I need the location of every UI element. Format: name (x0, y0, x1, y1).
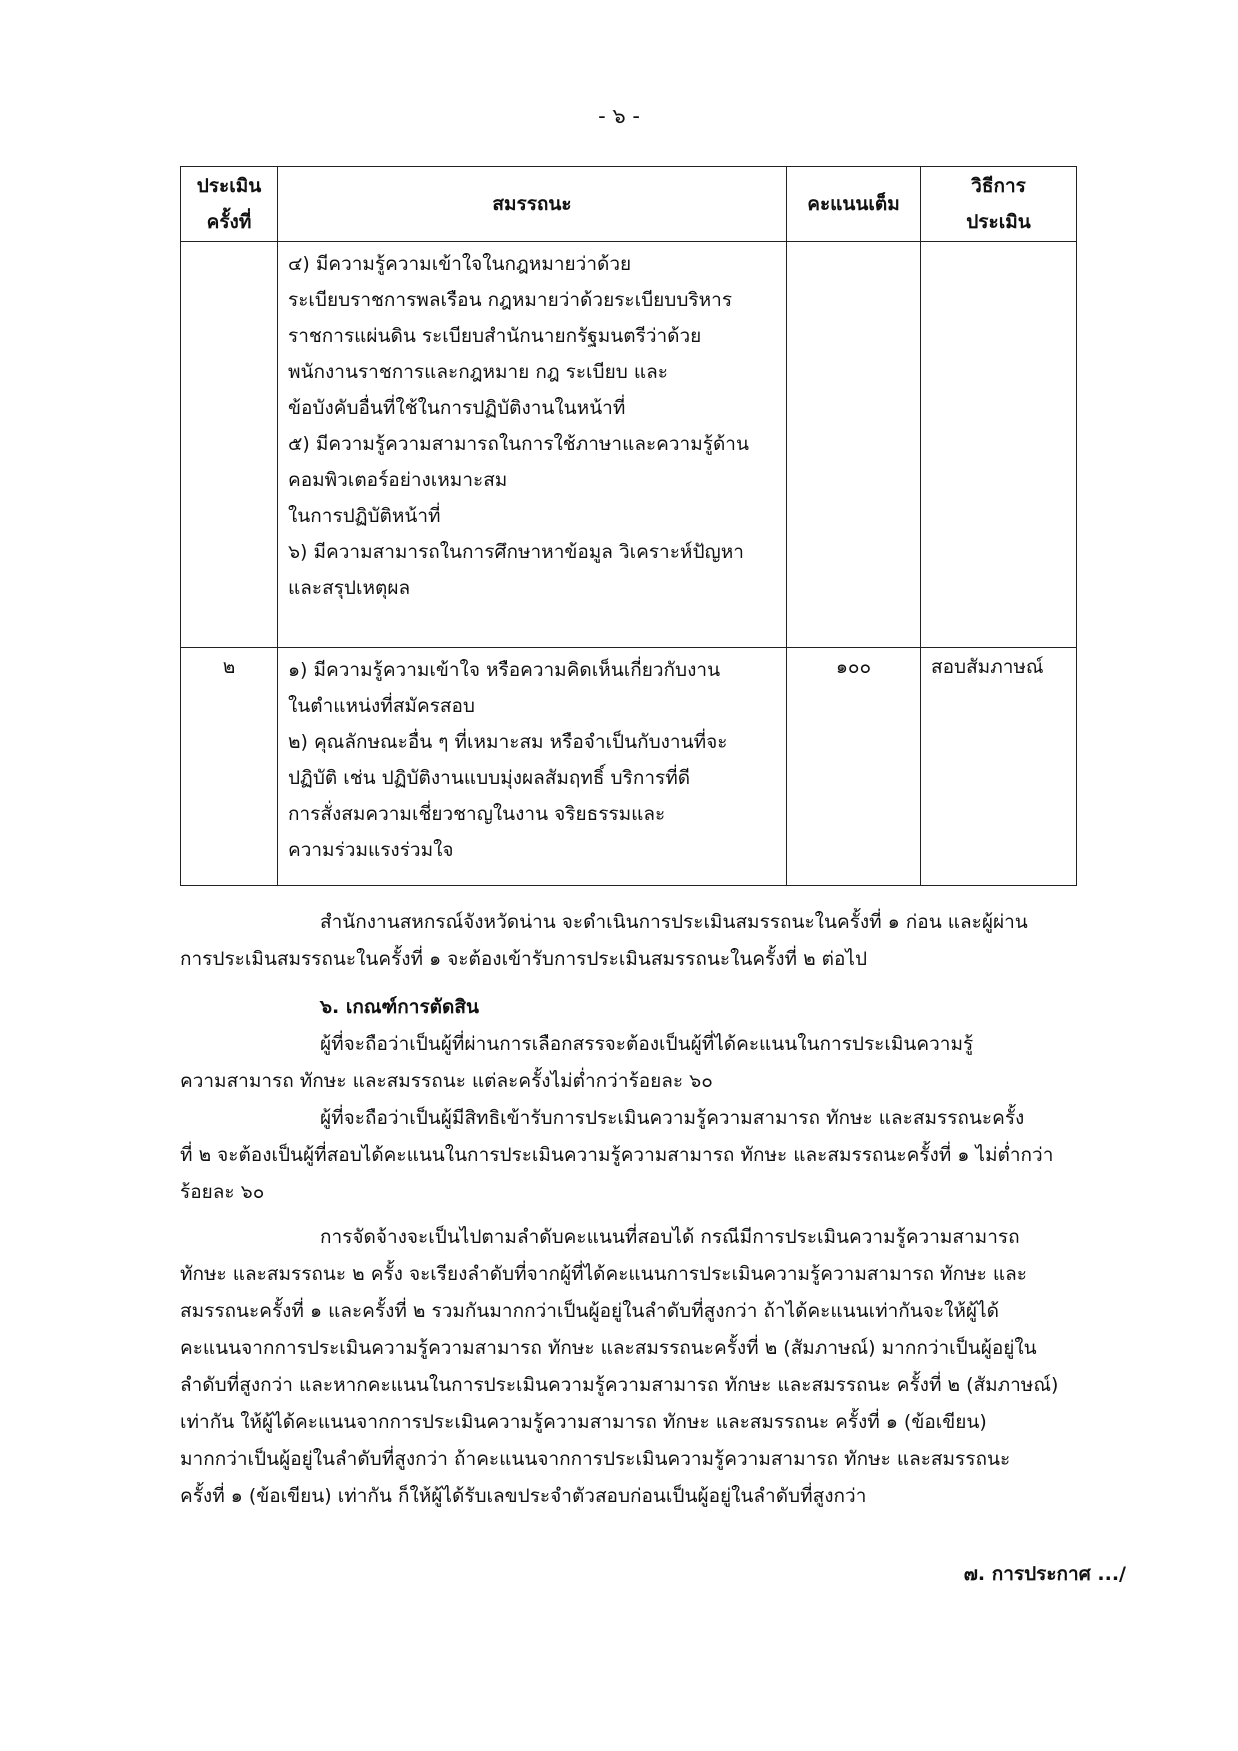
table-row (181, 242, 1077, 648)
header-full-score: คะแนนเต็ม (787, 167, 921, 242)
competency-line: ๑) มีความรู้ความเข้าใจ หรือความคิดเห็นเกี่ยวกับงาน (288, 659, 721, 681)
criteria-paragraph-2 (180, 1100, 1124, 1211)
competency-line: ๕) มีความรู้ความสามารถในการใช้ภาษาและความรู้ด้าน (288, 433, 749, 455)
paragraph-line: สมรรถนะครั้งที่ ๑ และครั้งที่ ๒ รวมกันมากกว่าเป็นผู้อยู่ในลำดับที่สูงกว่า ถ้าได้คะแนนเท่ากันจะให้ผู้ได้ (180, 1300, 999, 1322)
competency-line: ๖) มีความสามารถในการศึกษาหาข้อมูล วิเคราะห์ปัญหา (288, 541, 744, 563)
paragraph-line: ร้อยละ ๖๐ (180, 1181, 265, 1203)
cell-full-score: ๑๐๐ (787, 648, 921, 886)
header-round-line: ครั้งที่ (206, 211, 252, 233)
paragraph-line: ลำดับที่สูงกว่า และหากคะแนนในการประเมินความรู้ความสามารถ ทักษะ และสมรรถนะ ครั้งที่ ๒ (สัมภาษณ์) (180, 1374, 1059, 1396)
section-heading: ๖. เกณฑ์การตัดสิน (320, 996, 479, 1018)
competency-line: ความร่วมแรงร่วมใจ (288, 839, 454, 861)
criteria-paragraph-3 (180, 1219, 1124, 1515)
competency-line: ปฏิบัติ เช่น ปฏิบัติงานแบบมุ่งผลสัมฤทธิ์ บริการที่ดี (288, 767, 691, 789)
cell-competency (278, 648, 787, 886)
header-round-line: ประเมิน (196, 175, 262, 197)
paragraph-line: ทักษะ และสมรรถนะ ๒ ครั้ง จะเรียงลำดับที่จากผู้ที่ได้คะแนนการประเมินความรู้ความสามารถ ทักษะ และ (180, 1263, 1027, 1285)
paragraph-line: เท่ากัน ให้ผู้ได้คะแนนจากการประเมินความรู้ความสามารถ ทักษะ และสมรรถนะ ครั้งที่ ๑ (ข้อเขียน) (180, 1411, 987, 1433)
paragraph-line: สำนักงานสหกรณ์จังหวัดน่าน จะดำเนินการประเมินสมรรถนะในครั้งที่ ๑ ก่อน และผู้ผ่าน (320, 911, 1028, 933)
cell-full-score (787, 242, 921, 648)
paragraph-line: ครั้งที่ ๑ (ข้อเขียน) เท่ากัน ก็ให้ผู้ได้รับเลขประจำตัวสอบก่อนเป็นผู้อยู่ในลำดับที่สูงกว่า (180, 1485, 867, 1507)
page-number: - ๖ - (598, 104, 640, 128)
cell-method (921, 242, 1077, 648)
competency-table (180, 166, 1077, 886)
paragraph-line: ผู้ที่จะถือว่าเป็นผู้มีสิทธิเข้ารับการประเมินความรู้ความสามารถ ทักษะ และสมรรถนะครั้ง (320, 1107, 1025, 1129)
header-method-line: ประเมิน (966, 211, 1031, 233)
header-method (921, 167, 1077, 242)
paragraph-line: คะแนนจากการประเมินความรู้ความสามารถ ทักษะ และสมรรถนะครั้งที่ ๒ (สัมภาษณ์) มากกว่าเป็นผู้อยู่ใน (180, 1337, 1037, 1359)
table-header-row (181, 167, 1077, 242)
header-round (181, 167, 278, 242)
competency-line: ข้อบังคับอื่นที่ใช้ในการปฏิบัติงานในหน้าที่ (288, 397, 626, 419)
continuation-note: ๗. การประกาศ .../ (963, 1563, 1126, 1585)
cell-competency (278, 242, 787, 648)
criteria-paragraph-1 (180, 1026, 1124, 1100)
competency-line: และสรุปเหตุผล (288, 577, 411, 599)
header-competency: สมรรถนะ (278, 167, 787, 242)
paragraph-line: การประเมินสมรรถนะในครั้งที่ ๑ จะต้องเข้ารับการประเมินสมรรถนะในครั้งที่ ๒ ต่อไป (180, 948, 868, 970)
cell-method: สอบสัมภาษณ์ (921, 648, 1077, 886)
header-method-line: วิธีการ (971, 175, 1026, 197)
paragraph-line: ที่ ๒ จะต้องเป็นผู้ที่สอบได้คะแนนในการประเมินความรู้ความสามารถ ทักษะ และสมรรถนะครั้งที่ ๑ ไม่ต่ำกว่า (180, 1144, 1054, 1166)
competency-line: ๒) คุณลักษณะอื่น ๆ ที่เหมาะสม หรือจำเป็นกับงานที่จะ (288, 731, 728, 753)
competency-line: ระเบียบราชการพลเรือน กฎหมายว่าด้วยระเบียบบริหาร (288, 289, 733, 311)
notice-paragraph (180, 904, 1124, 978)
competency-line: การสั่งสมความเชี่ยวชาญในงาน จริยธรรมและ (288, 803, 666, 825)
competency-line: พนักงานราชการและกฎหมาย กฎ ระเบียบ และ (288, 361, 668, 383)
competency-line: ในการปฏิบัติหน้าที่ (288, 505, 441, 527)
cell-round: ๒ (181, 648, 278, 886)
section-6 (180, 989, 1124, 1211)
competency-line: ๔) มีความรู้ความเข้าใจในกฎหมายว่าด้วย (288, 253, 632, 275)
competency-line: คอมพิวเตอร์อย่างเหมาะสม (288, 469, 508, 491)
paragraph-line: ความสามารถ ทักษะ และสมรรถนะ แต่ละครั้งไม่ต่ำกว่าร้อยละ ๖๐ (180, 1070, 713, 1092)
competency-line: ราชการแผ่นดิน ระเบียบสำนักนายกรัฐมนตรีว่าด้วย (288, 325, 702, 347)
cell-round (181, 242, 278, 648)
table-row (181, 648, 1077, 886)
competency-line: ในตำแหน่งที่สมัครสอบ (288, 695, 475, 717)
paragraph-line: มากกว่าเป็นผู้อยู่ในลำดับที่สูงกว่า ถ้าคะแนนจากการประเมินความรู้ความสามารถ ทักษะ และสมรรถนะ (180, 1448, 1011, 1470)
paragraph-line: ผู้ที่จะถือว่าเป็นผู้ที่ผ่านการเลือกสรรจะต้องเป็นผู้ที่ได้คะแนนในการประเมินความรู้ (320, 1033, 974, 1055)
paragraph-line: การจัดจ้างจะเป็นไปตามลำดับคะแนนที่สอบได้ กรณีมีการประเมินความรู้ความสามารถ (320, 1226, 1020, 1248)
